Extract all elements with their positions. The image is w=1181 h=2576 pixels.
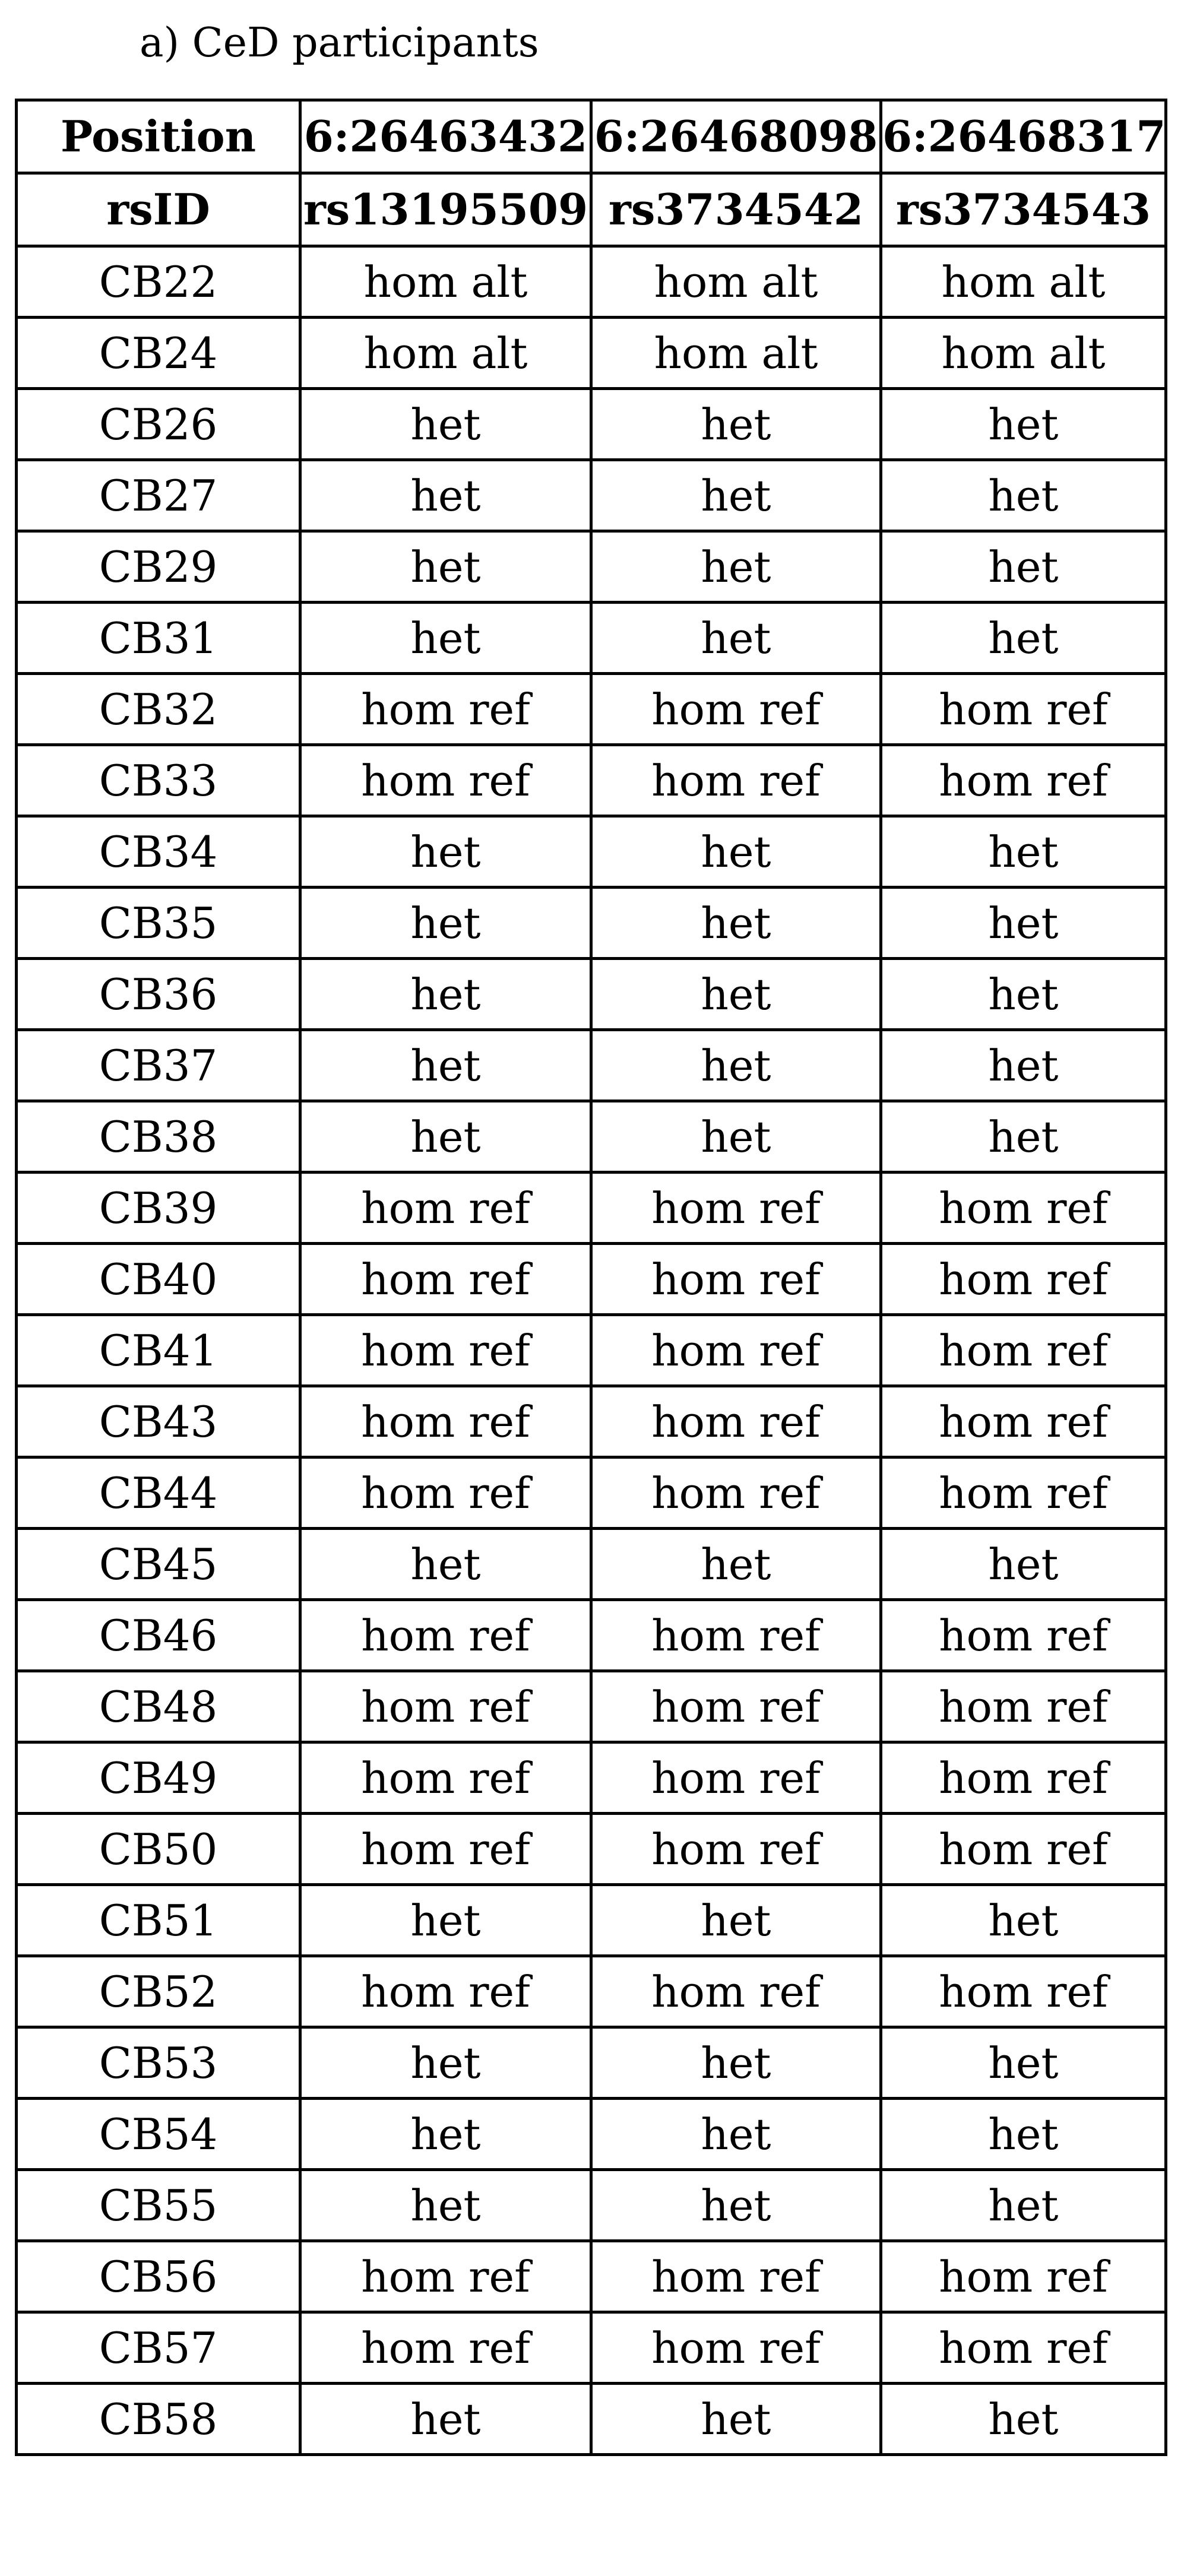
genotype-cell: het bbox=[300, 2170, 591, 2241]
genotype-cell: het bbox=[881, 2384, 1166, 2455]
table-row bbox=[17, 389, 1166, 460]
participant-id-cell: CB44 bbox=[17, 1457, 300, 1529]
genotype-cell: het bbox=[591, 2170, 881, 2241]
genotype-cell: hom ref bbox=[881, 1671, 1166, 1742]
participant-id-cell: CB34 bbox=[17, 816, 300, 888]
participant-id-cell: CB38 bbox=[17, 1101, 300, 1173]
participant-id-cell: CB53 bbox=[17, 2027, 300, 2099]
genotype-cell: hom ref bbox=[881, 1244, 1166, 1315]
genotype-cell: hom ref bbox=[591, 1742, 881, 1814]
genotype-cell: hom ref bbox=[881, 1315, 1166, 1386]
participant-id-cell: CB52 bbox=[17, 1956, 300, 2027]
genotype-cell: hom alt bbox=[300, 318, 591, 389]
genotype-cell: hom ref bbox=[591, 1956, 881, 2027]
genotype-cell: het bbox=[300, 2384, 591, 2455]
table-row bbox=[17, 2027, 1166, 2099]
genotype-cell: het bbox=[881, 1101, 1166, 1173]
genotype-cell: hom ref bbox=[591, 1244, 881, 1315]
participant-id-cell: CB39 bbox=[17, 1173, 300, 1244]
genotype-cell: hom ref bbox=[881, 1457, 1166, 1529]
participant-id-cell: CB55 bbox=[17, 2170, 300, 2241]
genotype-cell: het bbox=[881, 460, 1166, 531]
genotype-cell: hom ref bbox=[300, 1814, 591, 1885]
genotype-cell: hom ref bbox=[881, 1956, 1166, 2027]
genotype-cell: het bbox=[591, 1529, 881, 1600]
table-row bbox=[17, 1742, 1166, 1814]
genotype-cell: het bbox=[591, 389, 881, 460]
table-row bbox=[17, 1814, 1166, 1885]
table-row bbox=[17, 674, 1166, 745]
genotype-cell: het bbox=[300, 1529, 591, 1600]
genotype-cell: hom ref bbox=[591, 745, 881, 816]
genotype-cell: het bbox=[300, 1885, 591, 1956]
genotype-cell: het bbox=[591, 1030, 881, 1101]
table-row bbox=[17, 531, 1166, 603]
genotype-cell: het bbox=[591, 1101, 881, 1173]
table-row bbox=[17, 888, 1166, 959]
genotype-cell: het bbox=[591, 888, 881, 959]
position-header-row bbox=[17, 100, 1166, 173]
genotype-cell: hom ref bbox=[300, 1742, 591, 1814]
rsid-header-row bbox=[17, 173, 1166, 246]
participant-id-cell: CB50 bbox=[17, 1814, 300, 1885]
table-row bbox=[17, 745, 1166, 816]
genotype-cell: het bbox=[881, 888, 1166, 959]
participant-id-cell: CB43 bbox=[17, 1386, 300, 1457]
genotype-cell: hom ref bbox=[591, 1315, 881, 1386]
genotype-cell: het bbox=[300, 460, 591, 531]
genotype-cell: het bbox=[591, 816, 881, 888]
participant-id-cell: CB49 bbox=[17, 1742, 300, 1814]
table-caption: a) CeD participants bbox=[140, 20, 539, 66]
table-row bbox=[17, 246, 1166, 318]
participant-id-cell: CB51 bbox=[17, 1885, 300, 1956]
participant-id-cell: CB29 bbox=[17, 531, 300, 603]
genotype-cell: hom ref bbox=[881, 745, 1166, 816]
table-row bbox=[17, 1529, 1166, 1600]
participant-id-cell: CB48 bbox=[17, 1671, 300, 1742]
rsid-header-cell: rs3734543 bbox=[881, 173, 1166, 246]
table-row bbox=[17, 603, 1166, 674]
position-header-cell: 6:26468098 bbox=[591, 100, 881, 173]
participant-id-cell: CB31 bbox=[17, 603, 300, 674]
rsid-header-cell: rs3734542 bbox=[591, 173, 881, 246]
table-row bbox=[17, 2312, 1166, 2384]
genotype-cell: hom alt bbox=[591, 246, 881, 318]
genotype-cell: het bbox=[881, 1030, 1166, 1101]
genotype-cell: hom ref bbox=[300, 2312, 591, 2384]
genotype-cell: hom ref bbox=[881, 1173, 1166, 1244]
table-row bbox=[17, 318, 1166, 389]
genotype-cell: het bbox=[300, 603, 591, 674]
genotype-cell: het bbox=[591, 2099, 881, 2170]
participant-id-cell: CB45 bbox=[17, 1529, 300, 1600]
participant-id-cell: CB57 bbox=[17, 2312, 300, 2384]
genotype-cell: hom ref bbox=[881, 674, 1166, 745]
genotype-cell: hom ref bbox=[300, 1956, 591, 2027]
genotype-cell: hom ref bbox=[591, 2312, 881, 2384]
participant-id-cell: CB46 bbox=[17, 1600, 300, 1671]
genotype-cell: het bbox=[881, 2170, 1166, 2241]
participant-id-cell: CB56 bbox=[17, 2241, 300, 2312]
genotype-cell: het bbox=[881, 2099, 1166, 2170]
genotype-cell: hom ref bbox=[881, 2241, 1166, 2312]
genotype-cell: het bbox=[881, 531, 1166, 603]
genotype-cell: hom ref bbox=[300, 1386, 591, 1457]
genotype-cell: het bbox=[591, 460, 881, 531]
participant-id-cell: CB37 bbox=[17, 1030, 300, 1101]
genotype-cell: hom ref bbox=[591, 1386, 881, 1457]
genotype-cell: hom ref bbox=[300, 1315, 591, 1386]
genotype-cell: het bbox=[881, 816, 1166, 888]
table-row bbox=[17, 2241, 1166, 2312]
table-row bbox=[17, 1030, 1166, 1101]
genotype-cell: het bbox=[881, 389, 1166, 460]
genotype-cell: hom ref bbox=[300, 674, 591, 745]
genotype-cell: hom ref bbox=[591, 1600, 881, 1671]
genotype-cell: het bbox=[300, 1030, 591, 1101]
genotype-cell: het bbox=[591, 531, 881, 603]
participant-id-cell: CB58 bbox=[17, 2384, 300, 2455]
genotype-cell: hom ref bbox=[300, 745, 591, 816]
genotype-cell: hom alt bbox=[881, 246, 1166, 318]
table-row bbox=[17, 2384, 1166, 2455]
participant-id-cell: CB24 bbox=[17, 318, 300, 389]
rsid-header-label: rsID bbox=[17, 173, 300, 246]
table-row bbox=[17, 1386, 1166, 1457]
table-row bbox=[17, 460, 1166, 531]
genotype-cell: het bbox=[300, 1101, 591, 1173]
genotype-cell: hom ref bbox=[591, 1671, 881, 1742]
genotype-cell: het bbox=[300, 816, 591, 888]
genotype-cell: het bbox=[300, 2099, 591, 2170]
table-row bbox=[17, 1600, 1166, 1671]
participant-id-cell: CB54 bbox=[17, 2099, 300, 2170]
genotype-cell: het bbox=[591, 2384, 881, 2455]
genotype-cell: het bbox=[881, 603, 1166, 674]
genotype-cell: hom ref bbox=[881, 1386, 1166, 1457]
genotype-table bbox=[15, 99, 1167, 2456]
genotype-cell: hom ref bbox=[591, 1457, 881, 1529]
table-row bbox=[17, 1315, 1166, 1386]
participant-id-cell: CB26 bbox=[17, 389, 300, 460]
genotype-cell: hom alt bbox=[881, 318, 1166, 389]
table-row bbox=[17, 1101, 1166, 1173]
genotype-cell: hom ref bbox=[591, 674, 881, 745]
genotype-cell: het bbox=[591, 2027, 881, 2099]
participant-id-cell: CB41 bbox=[17, 1315, 300, 1386]
rsid-header-cell: rs13195509 bbox=[300, 173, 591, 246]
table-row bbox=[17, 816, 1166, 888]
participant-id-cell: CB40 bbox=[17, 1244, 300, 1315]
genotype-cell: het bbox=[881, 1529, 1166, 1600]
genotype-cell: het bbox=[300, 531, 591, 603]
participant-id-cell: CB33 bbox=[17, 745, 300, 816]
genotype-cell: het bbox=[881, 2027, 1166, 2099]
table-row bbox=[17, 959, 1166, 1030]
table-row bbox=[17, 1885, 1166, 1956]
table-row bbox=[17, 1173, 1166, 1244]
genotype-cell: hom ref bbox=[881, 1742, 1166, 1814]
table-row bbox=[17, 2099, 1166, 2170]
genotype-cell: hom ref bbox=[300, 1600, 591, 1671]
genotype-cell: hom ref bbox=[300, 1457, 591, 1529]
participant-id-cell: CB22 bbox=[17, 246, 300, 318]
table-row bbox=[17, 1457, 1166, 1529]
genotype-cell: het bbox=[300, 888, 591, 959]
genotype-cell: het bbox=[300, 2027, 591, 2099]
participant-id-cell: CB32 bbox=[17, 674, 300, 745]
participant-id-cell: CB36 bbox=[17, 959, 300, 1030]
participant-id-cell: CB27 bbox=[17, 460, 300, 531]
genotype-cell: hom alt bbox=[591, 318, 881, 389]
genotype-cell: het bbox=[881, 959, 1166, 1030]
position-header-cell: 6:26463432 bbox=[300, 100, 591, 173]
table-row bbox=[17, 2170, 1166, 2241]
genotype-cell: het bbox=[591, 959, 881, 1030]
table-row bbox=[17, 1671, 1166, 1742]
participant-id-cell: CB35 bbox=[17, 888, 300, 959]
genotype-cell: hom ref bbox=[300, 2241, 591, 2312]
genotype-cell: hom ref bbox=[591, 1814, 881, 1885]
position-header-label: Position bbox=[17, 100, 300, 173]
genotype-table-body bbox=[17, 100, 1166, 2455]
genotype-cell: het bbox=[591, 1885, 881, 1956]
genotype-cell: het bbox=[300, 959, 591, 1030]
genotype-cell: hom alt bbox=[300, 246, 591, 318]
genotype-cell: hom ref bbox=[591, 2241, 881, 2312]
genotype-cell: hom ref bbox=[591, 1173, 881, 1244]
genotype-cell: het bbox=[300, 389, 591, 460]
genotype-cell: het bbox=[591, 603, 881, 674]
genotype-cell: hom ref bbox=[300, 1244, 591, 1315]
genotype-cell: hom ref bbox=[881, 1600, 1166, 1671]
genotype-cell: hom ref bbox=[300, 1671, 591, 1742]
genotype-cell: hom ref bbox=[881, 2312, 1166, 2384]
genotype-cell: hom ref bbox=[881, 1814, 1166, 1885]
table-row bbox=[17, 1956, 1166, 2027]
genotype-cell: hom ref bbox=[300, 1173, 591, 1244]
position-header-cell: 6:26468317 bbox=[881, 100, 1166, 173]
genotype-cell: het bbox=[881, 1885, 1166, 1956]
table-row bbox=[17, 1244, 1166, 1315]
